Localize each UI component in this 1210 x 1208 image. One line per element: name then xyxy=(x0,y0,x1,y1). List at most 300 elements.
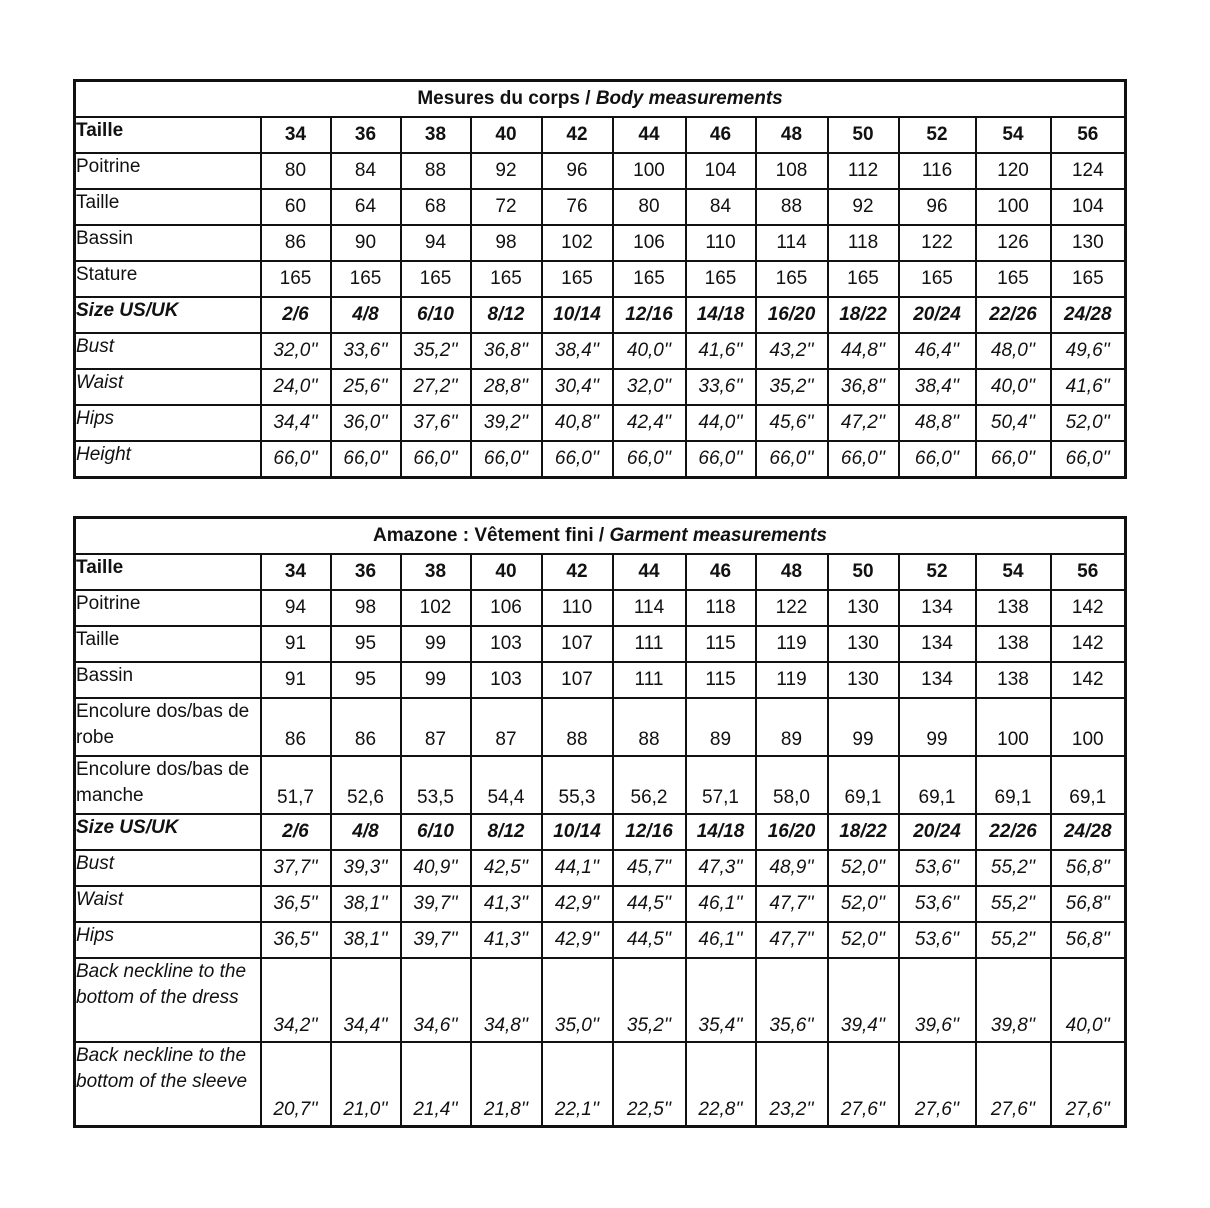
value-cell: 27,6'' xyxy=(899,1042,976,1127)
value-cell: 47,7'' xyxy=(756,886,828,922)
us-size-cell: 4/8 xyxy=(331,297,401,333)
table-row xyxy=(75,756,1126,814)
value-cell: 103 xyxy=(471,662,542,698)
value-cell: 86 xyxy=(261,225,331,261)
size-cell: 36 xyxy=(331,554,401,590)
size-cell: 44 xyxy=(613,117,686,153)
value-cell: 55,2'' xyxy=(976,922,1051,958)
value-cell: 91 xyxy=(261,626,331,662)
value-cell: 44,8'' xyxy=(828,333,899,369)
value-cell: 134 xyxy=(899,662,976,698)
table-row xyxy=(75,441,1126,478)
value-cell: 35,2'' xyxy=(613,958,686,1042)
value-cell: 66,0'' xyxy=(686,441,756,478)
value-cell: 40,0'' xyxy=(613,333,686,369)
value-cell: 39,7'' xyxy=(401,922,471,958)
value-cell: 69,1 xyxy=(976,756,1051,814)
value-cell: 32,0'' xyxy=(261,333,331,369)
size-cell: 52 xyxy=(899,554,976,590)
table-row xyxy=(75,958,1126,1042)
value-cell: 99 xyxy=(828,698,899,756)
row-label: Size US/UK xyxy=(75,297,261,333)
value-cell: 21,0'' xyxy=(331,1042,401,1127)
value-cell: 100 xyxy=(613,153,686,189)
us-size-cell: 18/22 xyxy=(828,297,899,333)
us-size-cell: 2/6 xyxy=(261,297,331,333)
value-cell: 42,5'' xyxy=(471,850,542,886)
value-cell: 53,6'' xyxy=(899,922,976,958)
value-cell: 130 xyxy=(828,590,899,626)
value-cell: 95 xyxy=(331,662,401,698)
value-cell: 66,0'' xyxy=(261,441,331,478)
value-cell: 110 xyxy=(686,225,756,261)
value-cell: 50,4'' xyxy=(976,405,1051,441)
us-size-cell: 10/14 xyxy=(542,297,613,333)
value-cell: 41,3'' xyxy=(471,922,542,958)
value-cell: 72 xyxy=(471,189,542,225)
value-cell: 87 xyxy=(471,698,542,756)
value-cell: 36,5'' xyxy=(261,886,331,922)
row-label: Taille xyxy=(75,554,261,590)
value-cell: 52,0'' xyxy=(828,886,899,922)
value-cell: 44,5'' xyxy=(613,886,686,922)
value-cell: 41,3'' xyxy=(471,886,542,922)
value-cell: 25,6'' xyxy=(331,369,401,405)
row-label: Hips xyxy=(75,922,261,958)
row-label: Encolure dos/bas de manche xyxy=(75,756,261,814)
value-cell: 90 xyxy=(331,225,401,261)
value-cell: 86 xyxy=(331,698,401,756)
size-cell: 42 xyxy=(542,554,613,590)
value-cell: 111 xyxy=(613,662,686,698)
value-cell: 107 xyxy=(542,662,613,698)
value-cell: 88 xyxy=(542,698,613,756)
value-cell: 39,4'' xyxy=(828,958,899,1042)
value-cell: 22,1'' xyxy=(542,1042,613,1127)
value-cell: 53,6'' xyxy=(899,850,976,886)
value-cell: 69,1 xyxy=(828,756,899,814)
value-cell: 36,8'' xyxy=(828,369,899,405)
table-row xyxy=(75,662,1126,698)
size-cell: 56 xyxy=(1051,117,1126,153)
value-cell: 36,5'' xyxy=(261,922,331,958)
value-cell: 88 xyxy=(756,189,828,225)
value-cell: 47,3'' xyxy=(686,850,756,886)
us-size-cell: 18/22 xyxy=(828,814,899,850)
value-cell: 36,0'' xyxy=(331,405,401,441)
title-en: Body measurements xyxy=(595,88,783,109)
us-size-cell: 22/26 xyxy=(976,814,1051,850)
value-cell: 34,4'' xyxy=(331,958,401,1042)
us-size-cell: 22/26 xyxy=(976,297,1051,333)
us-size-cell: 12/16 xyxy=(613,297,686,333)
value-cell: 34,4'' xyxy=(261,405,331,441)
value-cell: 34,2'' xyxy=(261,958,331,1042)
table-row xyxy=(75,225,1126,261)
value-cell: 40,8'' xyxy=(542,405,613,441)
value-cell: 92 xyxy=(828,189,899,225)
row-label: Bust xyxy=(75,850,261,886)
value-cell: 27,2'' xyxy=(401,369,471,405)
us-size-header-row xyxy=(75,297,1126,333)
value-cell: 134 xyxy=(899,590,976,626)
size-cell: 36 xyxy=(331,117,401,153)
value-cell: 111 xyxy=(613,626,686,662)
table-row xyxy=(75,922,1126,958)
value-cell: 22,5'' xyxy=(613,1042,686,1127)
value-cell: 114 xyxy=(756,225,828,261)
size-cell: 54 xyxy=(976,554,1051,590)
size-cell: 48 xyxy=(756,554,828,590)
table-row xyxy=(75,1042,1126,1127)
value-cell: 30,4'' xyxy=(542,369,613,405)
value-cell: 138 xyxy=(976,626,1051,662)
us-size-cell: 10/14 xyxy=(542,814,613,850)
value-cell: 165 xyxy=(331,261,401,297)
value-cell: 24,0'' xyxy=(261,369,331,405)
size-cell: 52 xyxy=(899,117,976,153)
value-cell: 66,0'' xyxy=(976,441,1051,478)
value-cell: 112 xyxy=(828,153,899,189)
value-cell: 142 xyxy=(1051,662,1126,698)
value-cell: 39,6'' xyxy=(899,958,976,1042)
size-cell: 50 xyxy=(828,117,899,153)
value-cell: 165 xyxy=(613,261,686,297)
value-cell: 107 xyxy=(542,626,613,662)
value-cell: 27,6'' xyxy=(976,1042,1051,1127)
value-cell: 46,4'' xyxy=(899,333,976,369)
us-size-cell: 20/24 xyxy=(899,814,976,850)
size-cell: 56 xyxy=(1051,554,1126,590)
value-cell: 27,6'' xyxy=(828,1042,899,1127)
us-size-cell: 14/18 xyxy=(686,297,756,333)
value-cell: 100 xyxy=(1051,698,1126,756)
row-label: Taille xyxy=(75,189,261,225)
row-label: Poitrine xyxy=(75,590,261,626)
table-row xyxy=(75,153,1126,189)
table-row xyxy=(75,189,1126,225)
us-size-cell: 4/8 xyxy=(331,814,401,850)
value-cell: 43,2'' xyxy=(756,333,828,369)
value-cell: 52,6 xyxy=(331,756,401,814)
value-cell: 99 xyxy=(401,626,471,662)
value-cell: 92 xyxy=(471,153,542,189)
value-cell: 41,6'' xyxy=(1051,369,1126,405)
value-cell: 38,1'' xyxy=(331,886,401,922)
table-title xyxy=(75,518,1126,555)
value-cell: 126 xyxy=(976,225,1051,261)
value-cell: 52,0'' xyxy=(1051,405,1126,441)
value-cell: 94 xyxy=(401,225,471,261)
row-label: Bassin xyxy=(75,662,261,698)
size-cell: 42 xyxy=(542,117,613,153)
value-cell: 45,7'' xyxy=(613,850,686,886)
size-cell: 50 xyxy=(828,554,899,590)
value-cell: 142 xyxy=(1051,626,1126,662)
value-cell: 56,8'' xyxy=(1051,850,1126,886)
value-cell: 118 xyxy=(686,590,756,626)
value-cell: 64 xyxy=(331,189,401,225)
table-title xyxy=(75,81,1126,118)
value-cell: 165 xyxy=(899,261,976,297)
value-cell: 134 xyxy=(899,626,976,662)
table-row xyxy=(75,369,1126,405)
us-size-cell: 2/6 xyxy=(261,814,331,850)
value-cell: 45,6'' xyxy=(756,405,828,441)
table-row xyxy=(75,850,1126,886)
title-fr: Amazone : Vêtement fini / xyxy=(372,525,610,546)
value-cell: 89 xyxy=(756,698,828,756)
us-size-cell: 12/16 xyxy=(613,814,686,850)
value-cell: 165 xyxy=(756,261,828,297)
value-cell: 34,8'' xyxy=(471,958,542,1042)
table-row xyxy=(75,405,1126,441)
row-label: Poitrine xyxy=(75,153,261,189)
us-size-cell: 24/28 xyxy=(1051,814,1126,850)
value-cell: 130 xyxy=(1051,225,1126,261)
value-cell: 165 xyxy=(686,261,756,297)
value-cell: 66,0'' xyxy=(331,441,401,478)
value-cell: 34,6'' xyxy=(401,958,471,1042)
value-cell: 46,1'' xyxy=(686,922,756,958)
value-cell: 89 xyxy=(686,698,756,756)
value-cell: 39,8'' xyxy=(976,958,1051,1042)
size-cell: 54 xyxy=(976,117,1051,153)
table-row xyxy=(75,333,1126,369)
value-cell: 84 xyxy=(331,153,401,189)
value-cell: 38,4'' xyxy=(542,333,613,369)
value-cell: 39,7'' xyxy=(401,886,471,922)
value-cell: 138 xyxy=(976,590,1051,626)
value-cell: 120 xyxy=(976,153,1051,189)
value-cell: 124 xyxy=(1051,153,1126,189)
value-cell: 48,9'' xyxy=(756,850,828,886)
value-cell: 165 xyxy=(542,261,613,297)
us-size-cell: 14/18 xyxy=(686,814,756,850)
value-cell: 56,2 xyxy=(613,756,686,814)
size-header-row xyxy=(75,554,1126,590)
size-cell: 46 xyxy=(686,117,756,153)
value-cell: 48,8'' xyxy=(899,405,976,441)
value-cell: 22,8'' xyxy=(686,1042,756,1127)
value-cell: 42,9'' xyxy=(542,922,613,958)
size-header-row xyxy=(75,117,1126,153)
us-size-header-row xyxy=(75,814,1126,850)
row-label: Size US/UK xyxy=(75,814,261,850)
value-cell: 100 xyxy=(976,189,1051,225)
value-cell: 84 xyxy=(686,189,756,225)
value-cell: 88 xyxy=(401,153,471,189)
value-cell: 38,4'' xyxy=(899,369,976,405)
row-label: Encolure dos/bas de robe xyxy=(75,698,261,756)
value-cell: 40,9'' xyxy=(401,850,471,886)
value-cell: 52,0'' xyxy=(828,850,899,886)
value-cell: 119 xyxy=(756,626,828,662)
value-cell: 99 xyxy=(401,662,471,698)
value-cell: 108 xyxy=(756,153,828,189)
value-cell: 58,0 xyxy=(756,756,828,814)
value-cell: 33,6'' xyxy=(686,369,756,405)
value-cell: 37,6'' xyxy=(401,405,471,441)
value-cell: 44,5'' xyxy=(613,922,686,958)
value-cell: 98 xyxy=(471,225,542,261)
value-cell: 53,6'' xyxy=(899,886,976,922)
value-cell: 104 xyxy=(686,153,756,189)
value-cell: 35,4'' xyxy=(686,958,756,1042)
us-size-cell: 6/10 xyxy=(401,297,471,333)
value-cell: 66,0'' xyxy=(401,441,471,478)
row-label: Bust xyxy=(75,333,261,369)
value-cell: 42,4'' xyxy=(613,405,686,441)
value-cell: 49,6'' xyxy=(1051,333,1126,369)
value-cell: 42,9'' xyxy=(542,886,613,922)
value-cell: 119 xyxy=(756,662,828,698)
value-cell: 23,2'' xyxy=(756,1042,828,1127)
value-cell: 55,2'' xyxy=(976,850,1051,886)
value-cell: 142 xyxy=(1051,590,1126,626)
value-cell: 122 xyxy=(899,225,976,261)
value-cell: 52,0'' xyxy=(828,922,899,958)
value-cell: 27,6'' xyxy=(1051,1042,1126,1127)
value-cell: 130 xyxy=(828,662,899,698)
size-cell: 46 xyxy=(686,554,756,590)
value-cell: 115 xyxy=(686,626,756,662)
row-label: Back neckline to the bottom of the dress xyxy=(75,958,261,1042)
value-cell: 47,7'' xyxy=(756,922,828,958)
value-cell: 66,0'' xyxy=(756,441,828,478)
value-cell: 47,2'' xyxy=(828,405,899,441)
value-cell: 114 xyxy=(613,590,686,626)
value-cell: 165 xyxy=(976,261,1051,297)
value-cell: 35,6'' xyxy=(756,958,828,1042)
value-cell: 44,0'' xyxy=(686,405,756,441)
value-cell: 56,8'' xyxy=(1051,886,1126,922)
value-cell: 35,2'' xyxy=(756,369,828,405)
value-cell: 28,8'' xyxy=(471,369,542,405)
table-row xyxy=(75,590,1126,626)
value-cell: 54,4 xyxy=(471,756,542,814)
value-cell: 33,6'' xyxy=(331,333,401,369)
row-label: Bassin xyxy=(75,225,261,261)
value-cell: 35,0'' xyxy=(542,958,613,1042)
value-cell: 165 xyxy=(828,261,899,297)
value-cell: 110 xyxy=(542,590,613,626)
row-label: Stature xyxy=(75,261,261,297)
value-cell: 51,7 xyxy=(261,756,331,814)
value-cell: 99 xyxy=(899,698,976,756)
value-cell: 56,8'' xyxy=(1051,922,1126,958)
value-cell: 39,2'' xyxy=(471,405,542,441)
value-cell: 100 xyxy=(976,698,1051,756)
value-cell: 53,5 xyxy=(401,756,471,814)
value-cell: 66,0'' xyxy=(613,441,686,478)
value-cell: 102 xyxy=(542,225,613,261)
value-cell: 55,2'' xyxy=(976,886,1051,922)
us-size-cell: 16/20 xyxy=(756,814,828,850)
value-cell: 80 xyxy=(613,189,686,225)
value-cell: 40,0'' xyxy=(1051,958,1126,1042)
value-cell: 103 xyxy=(471,626,542,662)
value-cell: 55,3 xyxy=(542,756,613,814)
size-cell: 34 xyxy=(261,554,331,590)
value-cell: 87 xyxy=(401,698,471,756)
value-cell: 21,8'' xyxy=(471,1042,542,1127)
value-cell: 102 xyxy=(401,590,471,626)
value-cell: 88 xyxy=(613,698,686,756)
value-cell: 60 xyxy=(261,189,331,225)
size-cell: 34 xyxy=(261,117,331,153)
us-size-cell: 20/24 xyxy=(899,297,976,333)
value-cell: 80 xyxy=(261,153,331,189)
us-size-cell: 16/20 xyxy=(756,297,828,333)
garment-measurements-table xyxy=(73,516,1127,1128)
value-cell: 122 xyxy=(756,590,828,626)
value-cell: 91 xyxy=(261,662,331,698)
value-cell: 69,1 xyxy=(899,756,976,814)
row-label: Hips xyxy=(75,405,261,441)
title-fr: Mesures du corps / xyxy=(417,88,596,109)
value-cell: 66,0'' xyxy=(542,441,613,478)
row-label: Taille xyxy=(75,626,261,662)
value-cell: 106 xyxy=(613,225,686,261)
value-cell: 130 xyxy=(828,626,899,662)
value-cell: 35,2'' xyxy=(401,333,471,369)
value-cell: 66,0'' xyxy=(1051,441,1126,478)
value-cell: 36,8'' xyxy=(471,333,542,369)
us-size-cell: 8/12 xyxy=(471,814,542,850)
table-row xyxy=(75,698,1126,756)
size-cell: 44 xyxy=(613,554,686,590)
value-cell: 95 xyxy=(331,626,401,662)
value-cell: 96 xyxy=(899,189,976,225)
value-cell: 165 xyxy=(471,261,542,297)
us-size-cell: 6/10 xyxy=(401,814,471,850)
size-cell: 40 xyxy=(471,554,542,590)
value-cell: 20,7'' xyxy=(261,1042,331,1127)
size-cell: 48 xyxy=(756,117,828,153)
value-cell: 115 xyxy=(686,662,756,698)
row-label: Waist xyxy=(75,369,261,405)
value-cell: 165 xyxy=(401,261,471,297)
value-cell: 57,1 xyxy=(686,756,756,814)
row-label: Height xyxy=(75,441,261,478)
size-cell: 38 xyxy=(401,117,471,153)
us-size-cell: 24/28 xyxy=(1051,297,1126,333)
value-cell: 165 xyxy=(1051,261,1126,297)
value-cell: 21,4'' xyxy=(401,1042,471,1127)
value-cell: 38,1'' xyxy=(331,922,401,958)
value-cell: 86 xyxy=(261,698,331,756)
value-cell: 96 xyxy=(542,153,613,189)
value-cell: 76 xyxy=(542,189,613,225)
value-cell: 66,0'' xyxy=(899,441,976,478)
value-cell: 165 xyxy=(261,261,331,297)
value-cell: 116 xyxy=(899,153,976,189)
value-cell: 66,0'' xyxy=(471,441,542,478)
us-size-cell: 8/12 xyxy=(471,297,542,333)
table-row xyxy=(75,626,1126,662)
value-cell: 98 xyxy=(331,590,401,626)
value-cell: 66,0'' xyxy=(828,441,899,478)
value-cell: 94 xyxy=(261,590,331,626)
value-cell: 46,1'' xyxy=(686,886,756,922)
value-cell: 48,0'' xyxy=(976,333,1051,369)
row-label: Waist xyxy=(75,886,261,922)
value-cell: 138 xyxy=(976,662,1051,698)
row-label: Back neckline to the bottom of the sleeve xyxy=(75,1042,261,1127)
value-cell: 104 xyxy=(1051,189,1126,225)
value-cell: 106 xyxy=(471,590,542,626)
